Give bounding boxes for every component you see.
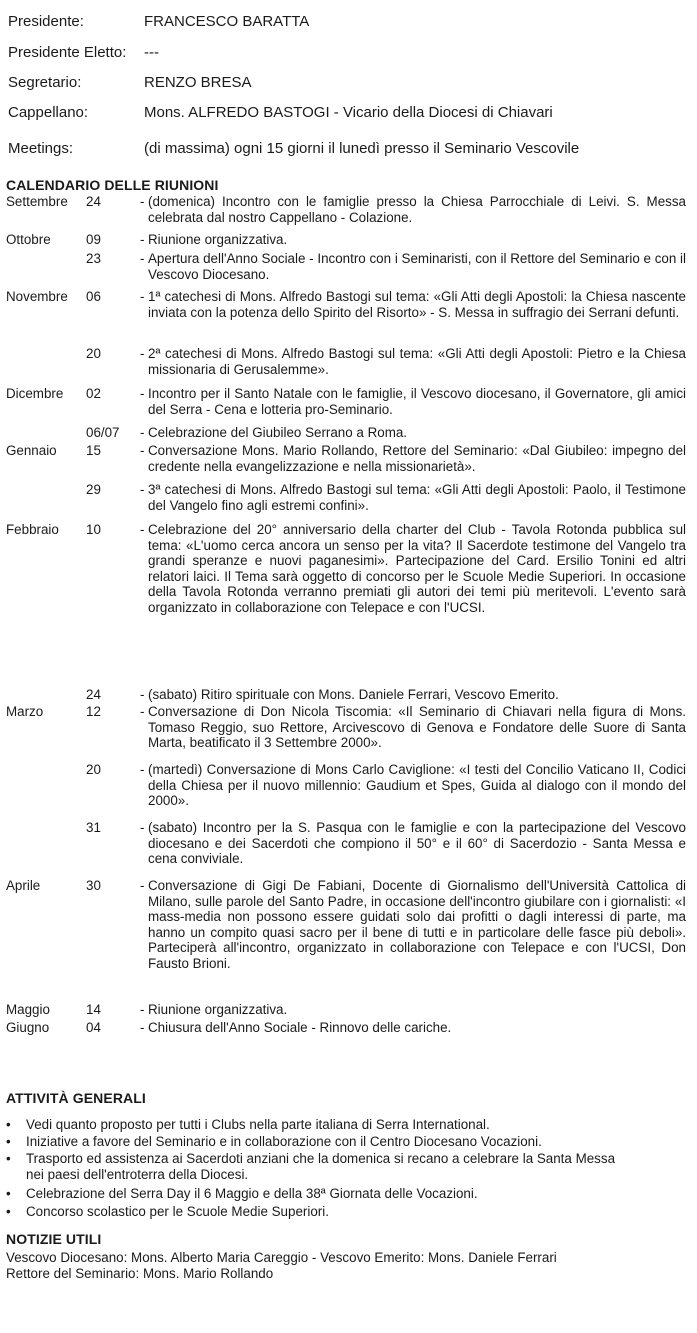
calendar-month: Marzo [6,704,44,719]
calendar-day: 24 [86,194,101,209]
calendar-dash: - [140,522,145,537]
calendar-dash: - [140,194,145,209]
calendar-day: 14 [86,1002,101,1017]
notizie-line: Rettore del Seminario: Mons. Mario Rollando [6,1265,274,1281]
calendar-day: 09 [86,232,101,247]
calendar-description: (martedì) Conversazione di Mons Carlo Caviglione: «I testi del Concilio Vaticano II, Codici della Chiesa per il nuovo millennio: Gaudium et Spes, Guida al dialogo con il mondo del 2000». [148,762,686,808]
calendar-month: Febbraio [6,522,59,537]
calendar-dash: - [140,762,145,777]
calendar-dash: - [140,704,145,719]
calendar-dash: - [140,251,145,266]
calendar-month: Giugno [6,1020,50,1035]
calendar-dash: - [140,687,145,702]
calendar-month: Ottobre [6,232,51,247]
calendar-dash: - [140,425,145,440]
calendar-day: 12 [86,704,101,719]
calendar-month: Aprile [6,878,41,893]
calendar-dash: - [140,232,145,247]
activity-text: Concorso scolastico per le Scuole Medie Superiori. [26,1204,329,1219]
calendar-day: 15 [86,443,101,458]
officer-value: --- [144,44,159,61]
calendar-description: Apertura dell'Anno Sociale - Incontro con i Seminaristi, con il Rettore del Seminario e con il Vescovo Diocesano. [148,251,686,282]
calendar-dash: - [140,1020,145,1035]
calendar-day: 24 [86,687,101,702]
officer-label: Segretario: [8,74,82,91]
activity-text: Iniziative a favore del Seminario e in collaborazione con il Centro Diocesano Vocazioni. [26,1134,542,1149]
notizie-line: Vescovo Diocesano: Mons. Alberto Maria Careggio - Vescovo Emerito: Mons. Daniele Ferrari [6,1250,557,1265]
calendar-dash: - [140,346,145,361]
calendar-dash: - [140,1002,145,1017]
calendar-month: Novembre [6,289,68,304]
calendar-description: 2ª catechesi di Mons. Alfredo Bastogi sul tema: «Gli Atti degli Apostoli: Pietro e la Chiesa missionaria di Gerusalemme». [148,346,686,377]
calendar-day: 04 [86,1020,101,1035]
officer-value: RENZO BRESA [144,74,252,91]
calendar-description: Conversazione di Don Nicola Tiscomia: «Il Seminario di Chiavari nella figura di Mons. Tomaso Reggio, suo Rettore, Arcivescovo di Genova e Fondatore delle Suore di Santa Marta, beatificato il 3 Settembre 2000». [148,704,686,750]
calendar-description: (domenica) Incontro con le famiglie presso la Chiesa Parrocchiale di Leivi. S. Messa celebrata dal nostro Cappellano - Colazione. [148,194,686,225]
activity-text: Celebrazione del Serra Day il 6 Maggio e della 38ª Giornata delle Vocazioni. [26,1186,478,1201]
calendar-dash: - [140,386,145,401]
bullet-icon: • [6,1151,11,1166]
officer-label: Meetings: [8,140,74,157]
calendar-description: Conversazione Mons. Mario Rollando, Rettore del Seminario: «Dal Giubileo: impegno del credente nella evangelizzazione e nella missionarietà». [148,443,686,474]
officer-value: (di massima) ogni 15 giorni il lunedì presso il Seminario Vescovile [144,140,580,157]
calendar-dash: - [140,820,145,835]
bullet-icon: • [6,1134,11,1149]
activities-heading: ATTIVITÀ GENERALI [6,1090,146,1106]
officer-value: Mons. ALFREDO BASTOGI - Vicario della Diocesi di Chiavari [144,104,553,121]
calendar-day: 23 [86,251,101,266]
activity-text: Vedi quanto proposto per tutti i Clubs nella parte italiana di Serra International. [26,1117,490,1132]
calendar-day: 20 [86,762,101,777]
calendar-description: Chiusura dell'Anno Sociale - Rinnovo delle cariche. [148,1020,452,1035]
calendar-description: (sabato) Incontro per la S. Pasqua con le famiglie e con la partecipazione del Vescovo diocesano e dei Sacerdoti che compiono il 50° e il 60° di Sacerdozio - Santa Messa e cena conviviale. [148,820,686,866]
calendar-day: 06/07 [86,425,120,440]
calendar-month: Maggio [6,1002,50,1017]
calendar-description: Conversazione di Gigi De Fabiani, Docente di Giornalismo dell'Università Cattolica di Milano, sulle parole del Santo Padre, in occasione dell'incontro giubilare con i giornalisti: «I mass-media non possono essere guidati solo dai profitti o dagli interessi di parte, ma hanno un compito quasi sacro per il bene di tutti e in particolare delle fasce più deboli». Parteciperà all'incontro, organizzato in collaborazione con Telepace e con l'UCSI, Don Fausto Brioni. [148,878,686,971]
calendar-month: Dicembre [6,386,64,401]
calendar-day: 29 [86,482,101,497]
bullet-icon: • [6,1186,11,1201]
calendar-dash: - [140,482,145,497]
calendar-description: Incontro per il Santo Natale con le famiglie, il Vescovo diocesano, il Governatore, gli amici del Serra - Cena e lotteria pro-Seminario. [148,386,686,417]
calendar-day: 30 [86,878,101,893]
calendar-day: 02 [86,386,101,401]
calendar-dash: - [140,289,145,304]
calendar-description: 1ª catechesi di Mons. Alfredo Bastogi sul tema: «Gli Atti degli Apostoli: la Chiesa nascente inviata con la potenza dello Spirito del Risorto» - S. Messa in suffragio dei Serrani defunti. [148,289,686,320]
officer-label: Presidente: [8,13,84,30]
calendar-month: Settembre [6,194,68,209]
activity-text: Trasporto ed assistenza ai Sacerdoti anziani che la domenica si recano a celebrare la Santa Messa nei paesi dell'entroterra della Diocesi. [26,1151,616,1182]
calendar-heading: CALENDARIO DELLE RIUNIONI [6,177,219,193]
notizie-heading: NOTIZIE UTILI [6,1231,102,1247]
calendar-description: Celebrazione del Giubileo Serrano a Roma. [148,425,408,440]
calendar-day: 06 [86,289,101,304]
calendar-month: Gennaio [6,443,57,458]
notizie-block [6,1250,691,1281]
calendar-day: 20 [86,346,101,361]
officer-label: Presidente Eletto: [8,44,127,61]
calendar-day: 31 [86,820,101,835]
officer-label: Cappellano: [8,104,89,121]
calendar-description: Riunione organizzativa. [148,1002,288,1017]
calendar-dash: - [140,443,145,458]
bullet-icon: • [6,1117,11,1132]
calendar-description: Celebrazione del 20° anniversario della charter del Club - Tavola Rotonda pubblica sul tema: «L'uomo cerca ancora un senso per la vita? Il Sacerdote testimone del Vangelo tra grandi speranze e nuovi paganesimi». Partecipazione del Card. Ersilio Tonini ed altri relatori laici. Il Tema sarà oggetto di concorso per le Scuole Medie Superiori. In occasione della Tavola Rotonda verranno premiati gli autori dei temi più meritevoli. L'evento sarà organizzato in collaborazione con Telepace e con l'UCSI. [148,522,686,615]
bullet-icon: • [6,1204,11,1219]
calendar-dash: - [140,878,145,893]
calendar-description: 3ª catechesi di Mons. Alfredo Bastogi sul tema: «Gli Atti degli Apostoli: Paolo, il Testimone del Vangelo fino agli estremi confini». [148,482,686,513]
calendar-description: Riunione organizzativa. [148,232,288,247]
officer-value: FRANCESCO BARATTA [144,13,310,30]
calendar-day: 10 [86,522,101,537]
calendar-description: (sabato) Ritiro spirituale con Mons. Daniele Ferrari, Vescovo Emerito. [148,687,559,702]
